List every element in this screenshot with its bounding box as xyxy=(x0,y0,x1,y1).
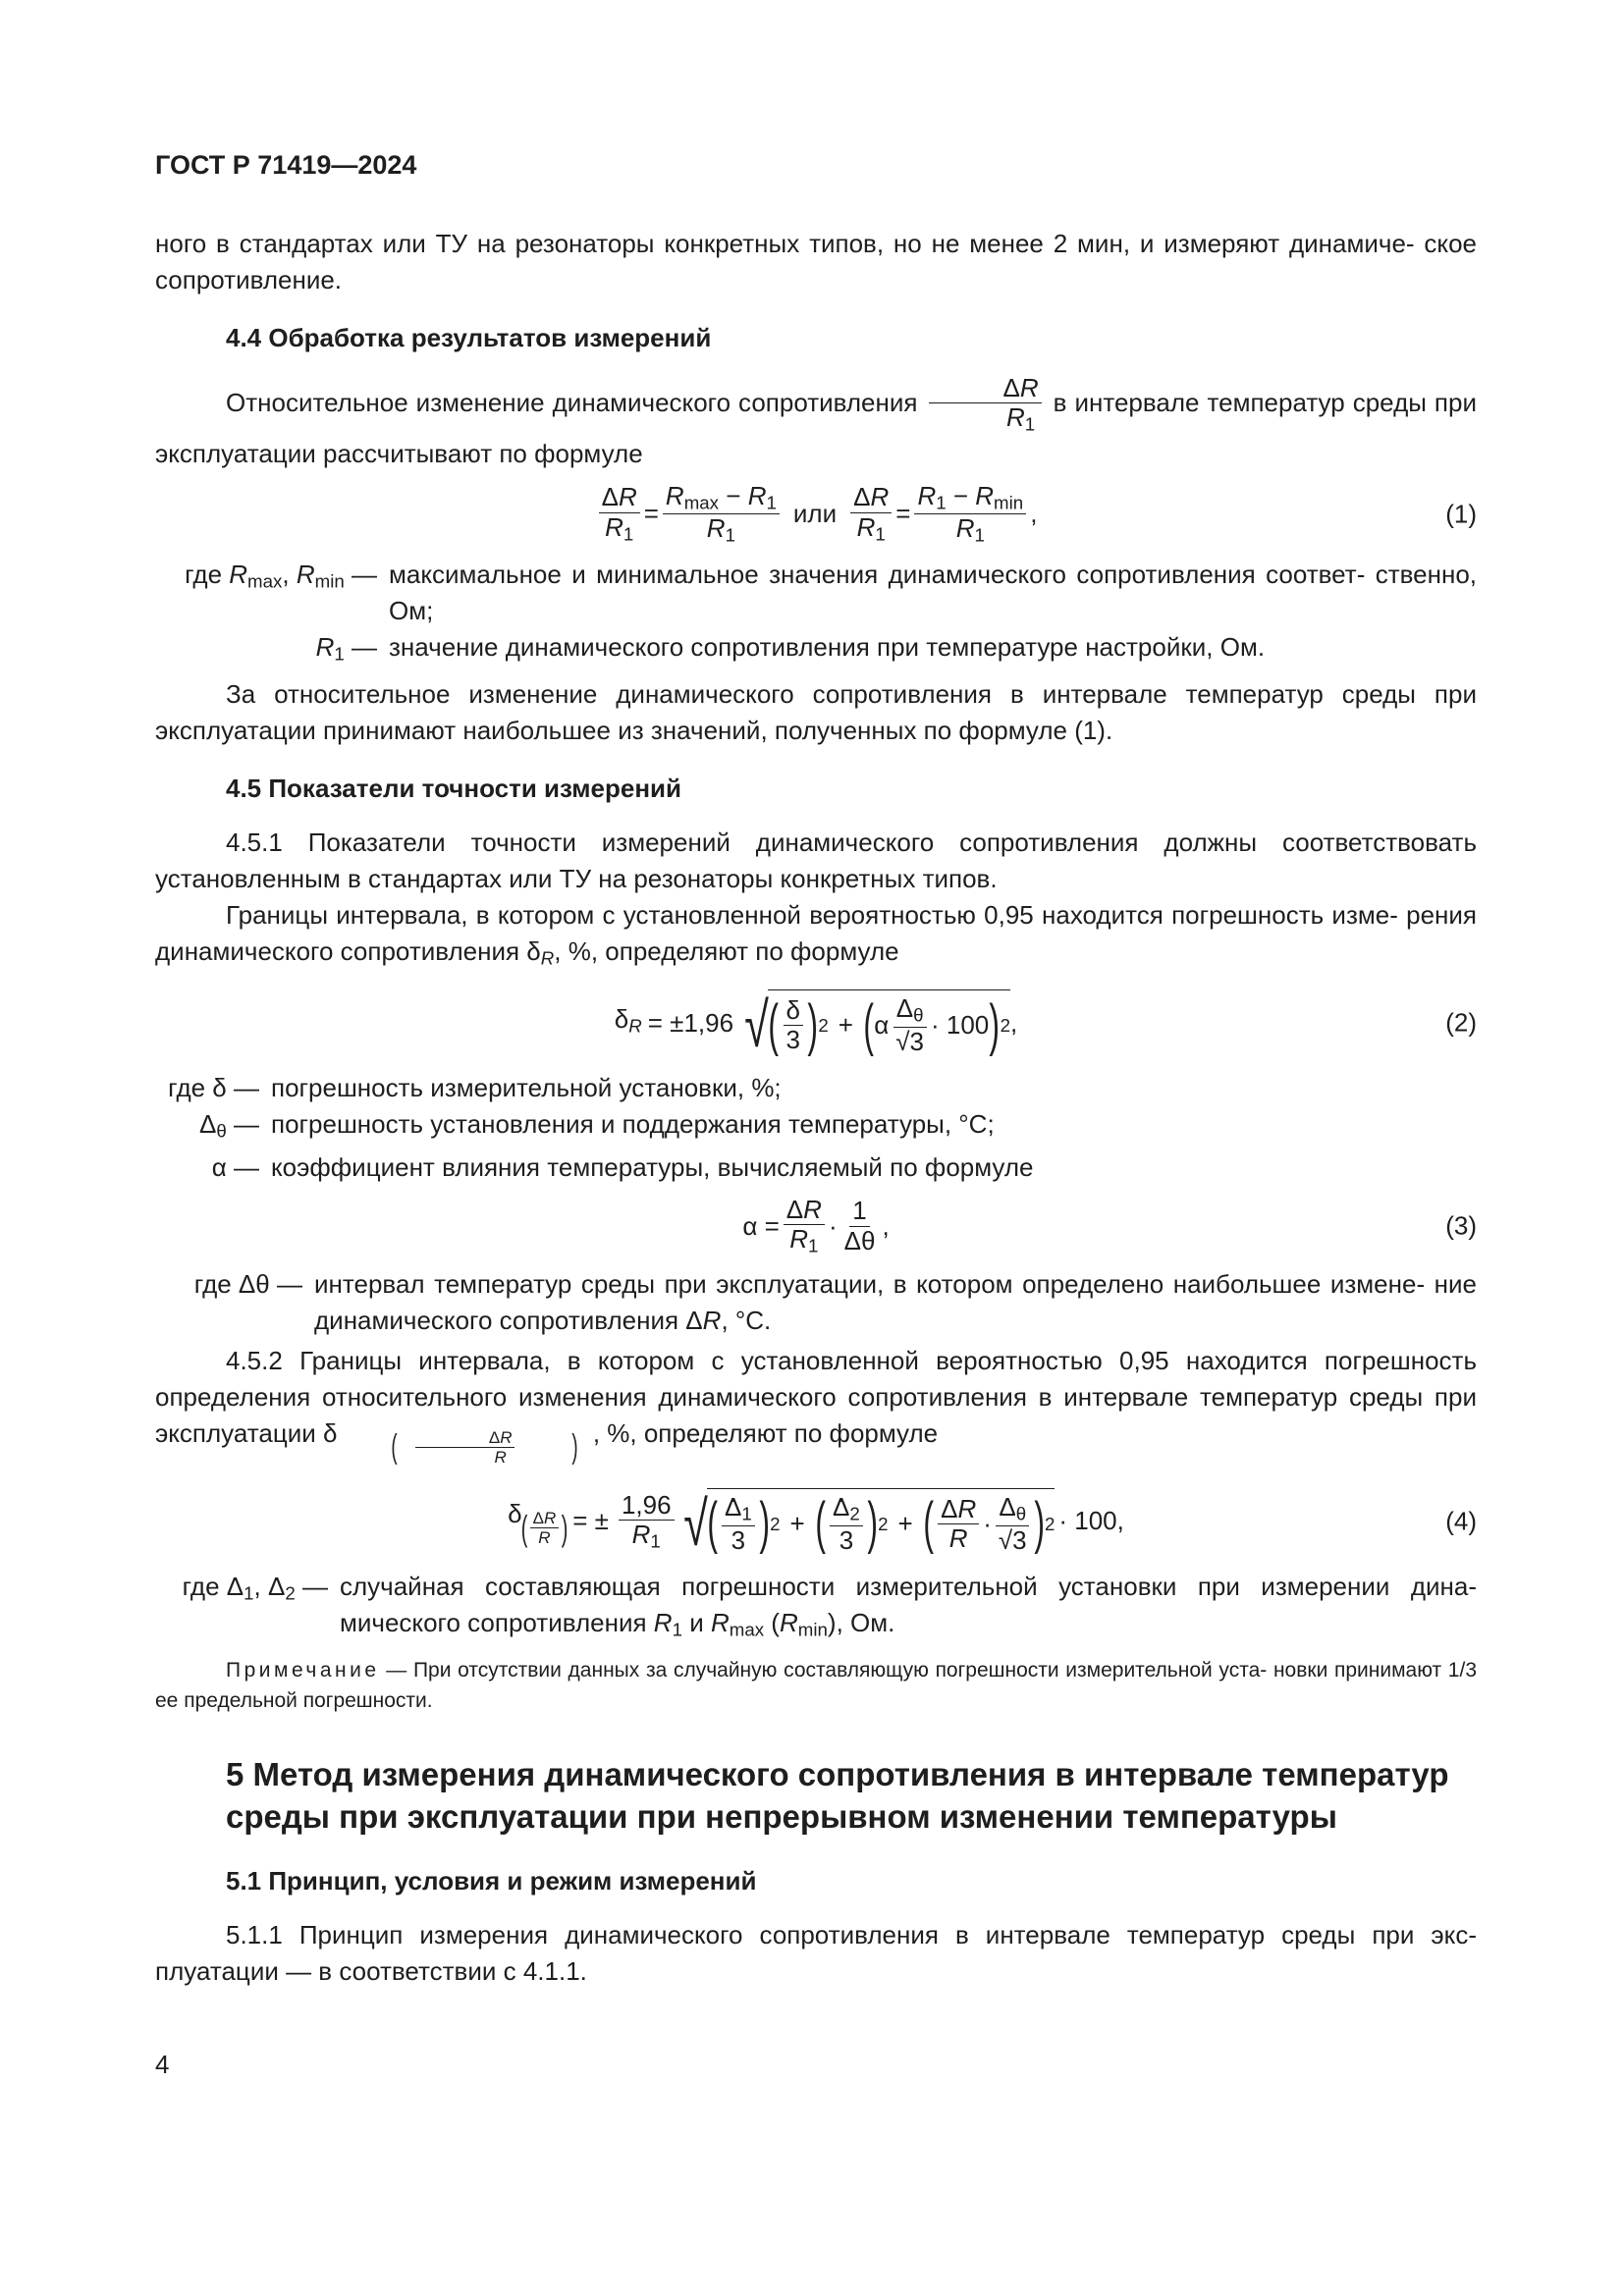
where-2-term-2: Δθ — xyxy=(198,1109,259,1142)
where-1-term-2: R1 — xyxy=(315,631,377,665)
inline-fraction-dr-r1: $\frac{\Delta R}{R1}$ xyxy=(929,374,1041,436)
equation-4-number: (4) xyxy=(1445,1506,1477,1536)
where-2-desc-1: погрешность измерительной установки, %; xyxy=(271,1073,782,1103)
section-4-4-p1-b: в интервале температур среды при эксплуатации рассчитывают по формуле xyxy=(155,388,1477,468)
where-4-desc-a: случайная составляющая погрешности измерительной установки при измерении дина- мического сопротивления xyxy=(340,1571,1477,1637)
where-2-desc-2: погрешность установления и поддержания температуры, °C; xyxy=(271,1109,995,1140)
where-3-desc-a: интервал температур среды при эксплуатации, в котором определено наибольшее измене- ние динамического сопротивления xyxy=(314,1269,1477,1336)
where-list-3 xyxy=(155,1266,1477,1339)
where-4-desc-b: , Ом. xyxy=(836,1607,895,1637)
section-4-5-2-paragraph xyxy=(155,1343,1477,1467)
note-label: Примечание xyxy=(226,1659,380,1682)
section-4-5-2-p3-b: , %, определяют по формуле xyxy=(592,1418,939,1449)
symbol-delta-dr-r: δ ( $\frac{\Delta R}{R}$ ) xyxy=(323,1418,579,1467)
where-list-4 xyxy=(155,1569,1477,1648)
page-number: 4 xyxy=(155,2050,170,2079)
section-4-5-1-paragraph-2 xyxy=(155,897,1477,977)
where-list-2 xyxy=(155,1070,1477,1186)
document-page xyxy=(155,147,1477,1990)
section-4-5-2-p3-a: 4.5.2 Границы интервала, в котором с установленной вероятностью 0,95 находится погрешность определения относительного изменения динамического сопротивления в интервале температур среды при эксплуатации xyxy=(155,1346,1477,1449)
section-4-5-title: 4.5 Показатели точности измерений xyxy=(226,773,682,803)
section-5-1-title: 5.1 Принцип, условия и режим измерений xyxy=(226,1866,757,1896)
where-list-1 xyxy=(155,557,1477,672)
where-1-term-1: где Rmax, Rmin — xyxy=(185,559,377,592)
note-paragraph xyxy=(155,1655,1477,1716)
section-4-4-paragraph-1 xyxy=(155,374,1477,472)
document-header: ГОСТ Р 71419—2024 xyxy=(155,150,417,180)
section-4-4-paragraph-2: За относительное изменение динамического сопротивления в интервале температур среды при эксплуатации принимают наибольшее из значений, полученных по формуле (1). xyxy=(155,678,1477,745)
intro-paragraph: ного в стандартах или ТУ на резонаторы конкретных типов, но не менее 2 мин, и измеряют динамиче- ское сопротивление. xyxy=(155,229,1477,294)
symbol-delta-r: δR xyxy=(526,935,555,969)
where-2-term-3: α — xyxy=(211,1151,259,1182)
where-3-term-1: где Δθ — xyxy=(193,1269,302,1300)
where-1-desc-2: значение динамического сопротивления при температуре настройки, Ом. xyxy=(389,631,1266,662)
equation-1-number: (1) xyxy=(1445,499,1477,529)
section-4-4-title: 4.4 Обработка результатов измерений xyxy=(226,323,712,352)
where-3-desc-b: , °C. xyxy=(721,1306,772,1336)
equation-4: δ ( $\frac{\Delta R}{R}$ ) = ± $\frac{1,96}{R1}$ √ ( . $\frac{\Delta 1}{3}$ ) 2 + ( . $\frac{\Delta 2}{3}$ ) 2 + ( $\frac{\Delta R}{R}$ · $\frac{\Delta\theta}{√3}$ ) 2 · 100, (4) xyxy=(155,1488,1477,1555)
where-2-desc-3: коэффициент влияния температуры, вычисляемый по формуле xyxy=(271,1151,1034,1182)
where-2-term-1: где δ — xyxy=(168,1073,259,1103)
equation-1: $\frac{\Delta R}{R1}$ = $\frac{Rmax - R1}{R1}$ или $\frac{\Delta R}{R1}$ = $\frac{R1 - Rmin}{R1}$ , (1) xyxy=(155,482,1477,547)
where-1-desc-1: максимальное и минимальное значения динамического сопротивления соответ- ственно, Ом; xyxy=(389,559,1477,625)
note-text: — При отсутствии данных за случайную составляющую погрешности измерительной уста- новки принимают 1/3 ее предельной погрешности. xyxy=(155,1659,1477,1713)
equation-2: δR = ±1,96 √ ( $\frac{\delta}{3}$ ) 2 + ( α $\frac{\Delta\theta}{√3}$ · 100 ) 2 , (2) xyxy=(614,989,1477,1061)
equation-3: α = $\frac{\Delta R}{R1}$ · $\frac{1}{\Delta\theta}$ , (3) xyxy=(742,1194,1477,1256)
equation-1-or: или xyxy=(792,499,838,529)
section-4-4-p1-a: Относительное изменение динамического сопротивления xyxy=(226,388,918,418)
section-4-5-1-paragraph: 4.5.1 Показатели точности измерений динамического сопротивления должны соответствовать установленным в стандартах или ТУ на резонаторы конкретных типов. xyxy=(155,827,1477,893)
equation-2-number: (2) xyxy=(1445,1007,1477,1038)
where-4-desc-1: случайная составляющая погрешности измерительной установки при измерении дина- мического сопротивления R1 и Rmax (Rmin), Ом. xyxy=(340,1571,1477,1640)
section-4-5-p2-a: Границы интервала, в котором с установленной вероятностью 0,95 находится погрешность изме- рения динамического сопротивления xyxy=(155,899,1477,966)
equation-3-number: (3) xyxy=(1445,1210,1477,1241)
section-4-5-p2-b: , %, определяют по формуле xyxy=(554,935,899,966)
where-3-desc-1: интервал температур среды при эксплуатации, в котором определено наибольшее измене- ние динамического сопротивления ΔR, °C. xyxy=(314,1269,1477,1336)
where-4-term-1: где . Δ1, . Δ2 — xyxy=(155,1569,340,1648)
section-5-1-1-paragraph: 5.1.1 Принцип измерения динамического сопротивления в интервале температур среды при экс- плуатации — в соответствии с 4.1.1. xyxy=(155,1920,1477,1987)
section-5-title: 5 Метод измерения динамического сопротивления в интервале температур среды при эксплуатации при непрерывном изменении температуры xyxy=(226,1756,1449,1836)
